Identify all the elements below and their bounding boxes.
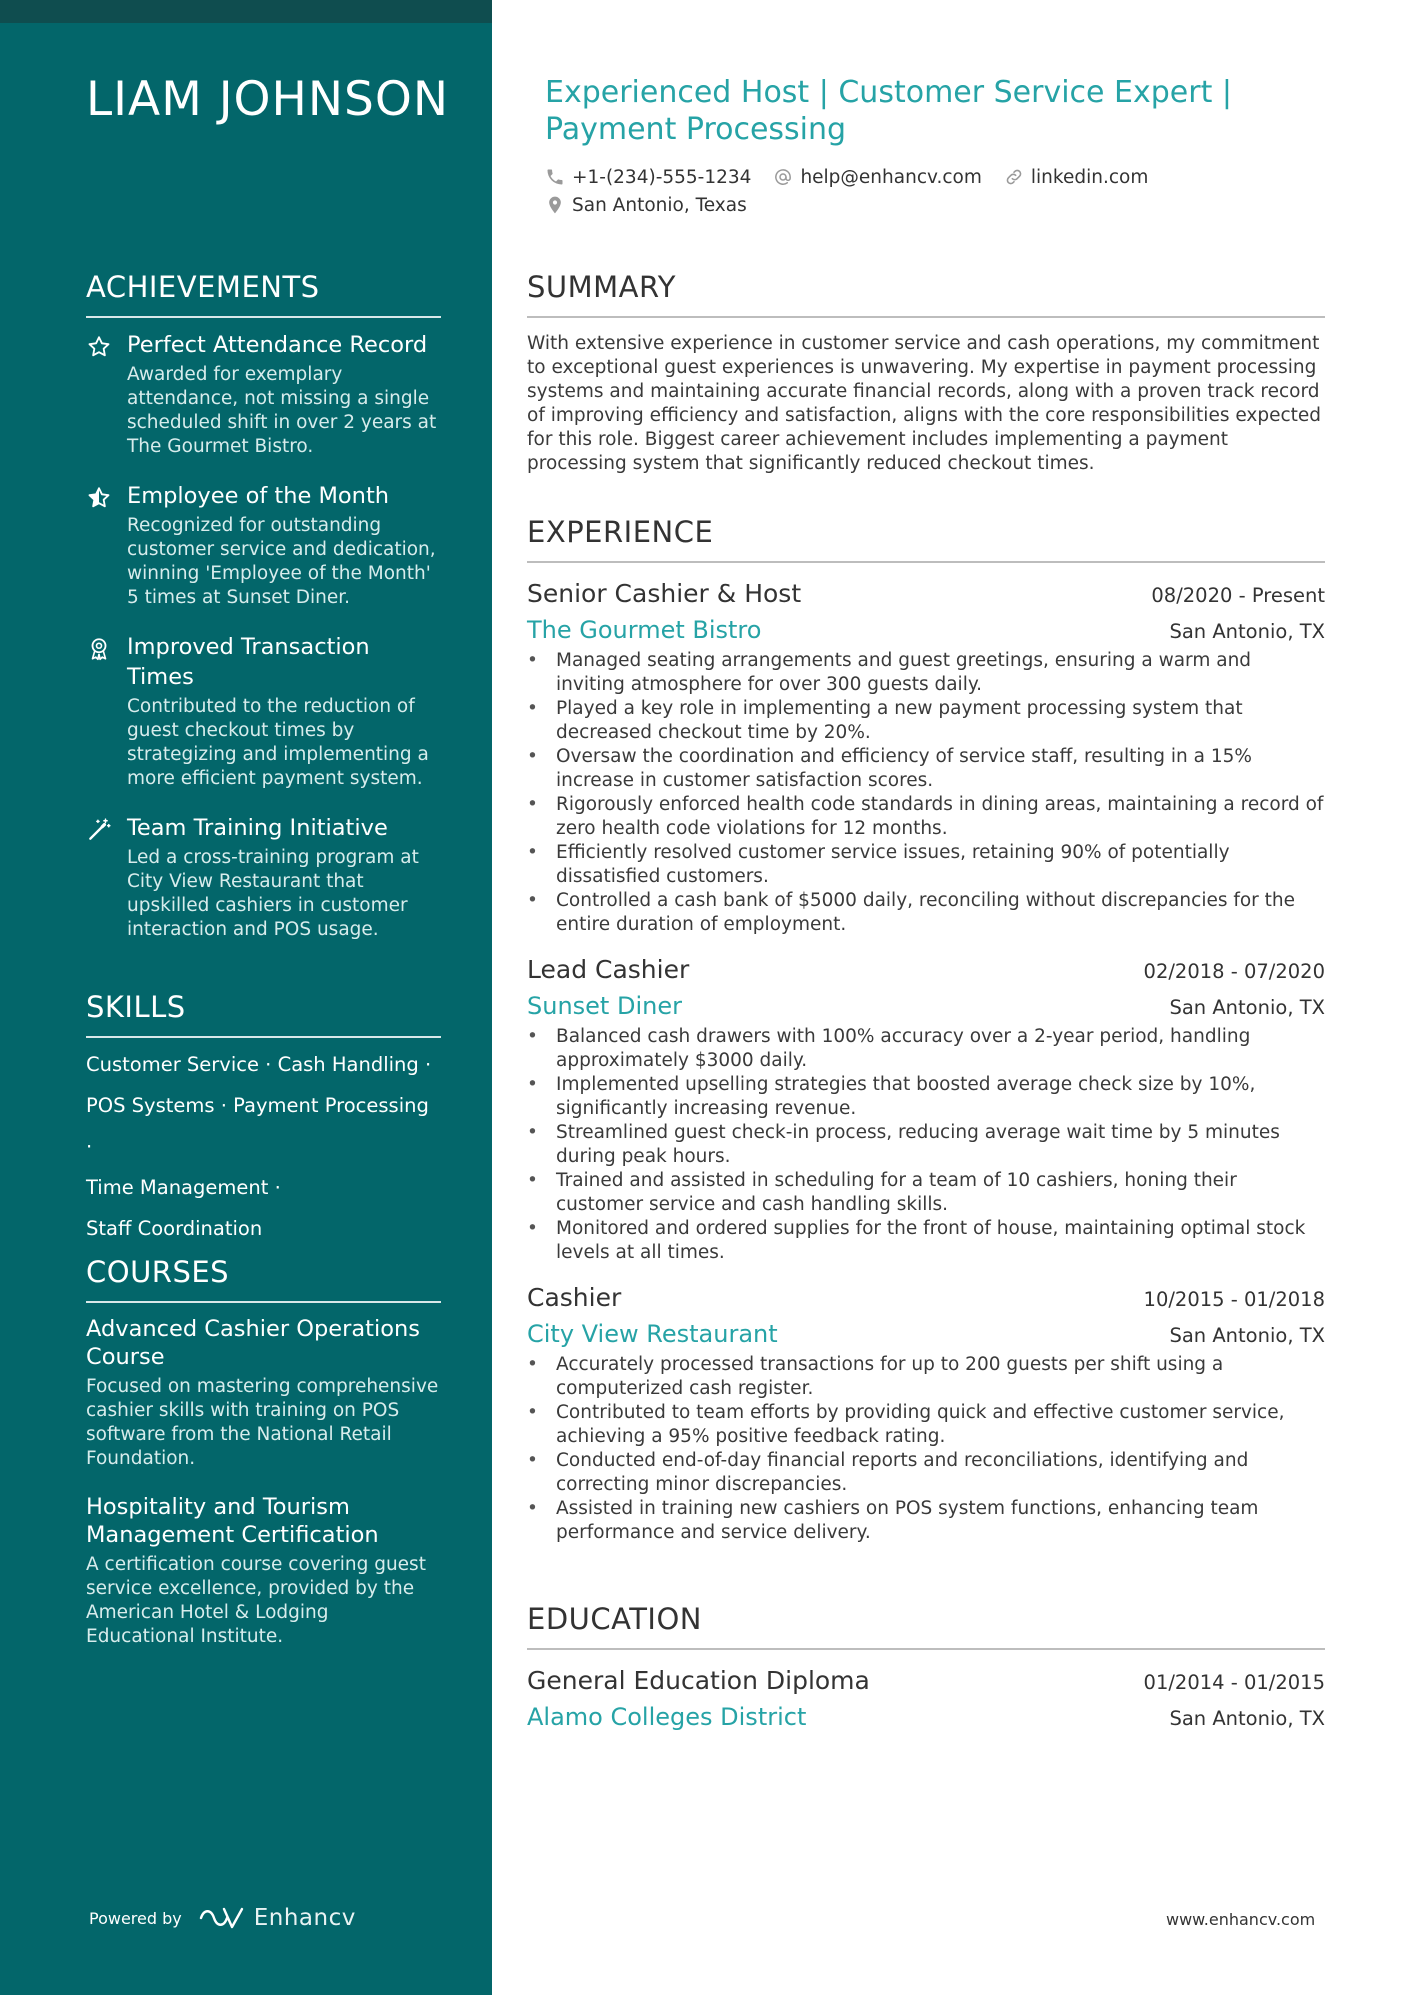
- phone-icon: [545, 167, 565, 187]
- enhancv-logo[interactable]: [198, 1905, 356, 1931]
- achievement-desc: Awarded for exemplary attendance, not missing a single scheduled shift in over 2 years at The Gourmet Bistro.: [127, 364, 437, 457]
- powered-by: [89, 1905, 356, 1931]
- at-sign-icon: [773, 167, 793, 187]
- education-degree: General Education Diploma: [527, 1666, 870, 1695]
- location-pin-icon: [545, 195, 565, 215]
- job-company: The Gourmet Bistro: [527, 616, 762, 644]
- contact-location: [545, 195, 747, 216]
- education-location: San Antonio, TX: [1169, 1707, 1325, 1730]
- education-entry: [527, 1664, 1325, 1736]
- award-ribbon-icon: [86, 636, 112, 662]
- summary-section: [527, 270, 1325, 476]
- job-bullet: • Managed seating arrangements and guest greetings, ensuring a warm and inviting atmosphere for over 300 guests daily.: [527, 649, 1325, 697]
- summary-text: With extensive experience in customer service and cash operations, my commitment to exceptional guest experiences is unwavering. My expertise in payment processing systems and maintaining accurate financial records, along with a proven track record of improving efficiency and satisfaction, aligns with the core responsibilities expected for this role. Biggest career achievement includes implementing a payment processing system that significantly reduced checkout times.: [527, 333, 1322, 474]
- course-desc: A certification course covering guest service excellence, provided by the American Hotel & Lodging Educational Institute.: [86, 1554, 426, 1647]
- job-bullets: [527, 1025, 1325, 1265]
- course-title: Advanced Cashier Operations Course: [86, 1316, 420, 1370]
- summary-heading: SUMMARY: [527, 270, 1325, 318]
- education-heading: EDUCATION: [527, 1602, 1325, 1650]
- job-company: City View Restaurant: [527, 1320, 778, 1348]
- sidebar-top-bar: [0, 0, 492, 23]
- magic-wand-icon: [86, 817, 112, 843]
- contact-info: [545, 163, 1305, 219]
- powered-by-label: Powered by: [89, 1908, 182, 1928]
- job-entry: [527, 953, 1325, 1265]
- achievement-item: [86, 330, 441, 459]
- phone-text: +1-(234)-555-1234: [572, 166, 752, 188]
- achievement-desc: Contributed to the reduction of guest checkout times by strategizing and implementing a more efficient payment system.: [127, 696, 429, 789]
- skills-row: Customer Service · Cash Handling ·: [86, 1053, 432, 1076]
- job-bullet: • Monitored and ordered supplies for the front of house, maintaining optimal stock levels at all times.: [527, 1217, 1325, 1265]
- job-dates: 10/2015 - 01/2018: [1143, 1288, 1325, 1311]
- experience-section: [527, 515, 1325, 1561]
- job-bullet: • Efficiently resolved customer service issues, retaining 90% of potentially dissatisfied customers.: [527, 841, 1325, 889]
- course-desc: Focused on mastering comprehensive cashier skills with training on POS software from the National Retail Foundation.: [86, 1376, 439, 1469]
- achievement-item: [86, 481, 441, 610]
- job-location: San Antonio, TX: [1169, 996, 1325, 1019]
- enhancv-logo-text: Enhancv: [253, 1905, 356, 1931]
- job-bullet: • Assisted in training new cashiers on POS system functions, enhancing team performance and service delivery.: [527, 1497, 1325, 1545]
- job-bullets: [527, 649, 1325, 937]
- job-bullet: • Played a key role in implementing a new payment processing system that decreased checkout time by 20%.: [527, 697, 1325, 745]
- skills-row: Time Management ·: [86, 1176, 281, 1199]
- sidebar: [0, 0, 492, 1995]
- job-dates: 08/2020 - Present: [1151, 584, 1325, 607]
- achievement-item: [86, 813, 441, 942]
- skills-heading: SKILLS: [86, 990, 441, 1038]
- courses-section: [86, 1255, 441, 1671]
- job-title: Lead Cashier: [527, 955, 690, 984]
- skills-row: POS Systems · Payment Processing ·: [86, 1094, 429, 1158]
- job-bullets: [527, 1353, 1325, 1545]
- achievement-title: Team Training Initiative: [127, 815, 388, 841]
- job-bullet: • Conducted end-of-day financial reports and reconciliations, identifying and correcting minor discrepancies.: [527, 1449, 1325, 1497]
- linkedin-text: linkedin.com: [1030, 166, 1149, 188]
- contact-phone[interactable]: [545, 167, 751, 188]
- achievement-title: Employee of the Month: [127, 483, 390, 509]
- achievement-title: Perfect Attendance Record: [127, 332, 428, 358]
- job-entry: [527, 1281, 1325, 1545]
- job-bullet: • Rigorously enforced health code standards in dining areas, maintaining a record of zero health code violations for 12 months.: [527, 793, 1325, 841]
- job-title: Cashier: [527, 1283, 622, 1312]
- job-dates: 02/2018 - 07/2020: [1143, 960, 1325, 983]
- star-half-icon: [86, 485, 112, 511]
- job-bullet: • Controlled a cash bank of $5000 daily, reconciling without discrepancies for the entire duration of employment.: [527, 889, 1325, 937]
- job-entry: [527, 577, 1325, 937]
- footer-url[interactable]: www.enhancv.com: [1166, 1910, 1316, 1929]
- headline: Experienced Host | Customer Service Expert | Payment Processing: [545, 75, 1232, 147]
- course-item: [86, 1493, 441, 1649]
- job-company: Sunset Diner: [527, 992, 682, 1020]
- education-dates: 01/2014 - 01/2015: [1143, 1671, 1325, 1694]
- achievements-heading: ACHIEVEMENTS: [86, 270, 441, 318]
- achievement-title: Improved Transaction Times: [127, 634, 370, 690]
- link-icon: [1004, 167, 1024, 187]
- achievement-item: [86, 632, 441, 791]
- location-text: San Antonio, Texas: [572, 194, 747, 216]
- job-bullet: • Trained and assisted in scheduling for a team of 10 cashiers, honing their customer service and cash handling skills.: [527, 1169, 1325, 1217]
- enhancv-logo-icon: [198, 1905, 246, 1931]
- job-location: San Antonio, TX: [1169, 1324, 1325, 1347]
- education-school: Alamo Colleges District: [527, 1703, 807, 1731]
- skills-section: [86, 990, 441, 1249]
- job-bullet: • Streamlined guest check-in process, reducing average wait time by 5 minutes during peak hours.: [527, 1121, 1325, 1169]
- achievement-desc: Led a cross-training program at City View Restaurant that upskilled cashiers in customer interaction and POS usage.: [127, 847, 419, 940]
- achievements-section: [86, 270, 441, 964]
- experience-heading: EXPERIENCE: [527, 515, 1325, 563]
- education-section: [527, 1602, 1325, 1752]
- job-bullet: • Balanced cash drawers with 100% accuracy over a 2-year period, handling approximately $3000 daily.: [527, 1025, 1325, 1073]
- star-outline-icon: [86, 334, 112, 360]
- job-bullet: • Implemented upselling strategies that boosted average check size by 10%, significantly increasing revenue.: [527, 1073, 1325, 1121]
- job-bullet: • Oversaw the coordination and efficiency of service staff, resulting in a 15% increase in customer satisfaction scores.: [527, 745, 1325, 793]
- course-item: [86, 1315, 441, 1471]
- contact-linkedin[interactable]: [1004, 167, 1148, 188]
- job-title: Senior Cashier & Host: [527, 579, 802, 608]
- contact-email[interactable]: [773, 167, 981, 188]
- job-bullet: • Accurately processed transactions for up to 200 guests per shift using a computerized cash register.: [527, 1353, 1325, 1401]
- courses-heading: COURSES: [86, 1255, 441, 1303]
- achievement-desc: Recognized for outstanding customer service and dedication, winning 'Employee of the Month' 5 times at Sunset Diner.: [127, 515, 436, 608]
- course-title: Hospitality and Tourism Management Certification: [86, 1494, 379, 1548]
- job-bullet: • Contributed to team efforts by providing quick and effective customer service, achieving a 95% positive feedback rating.: [527, 1401, 1325, 1449]
- candidate-name: LIAM JOHNSON: [86, 72, 450, 127]
- email-text: help@enhancv.com: [800, 166, 982, 188]
- skills-row: Staff Coordination: [86, 1217, 263, 1240]
- job-location: San Antonio, TX: [1169, 620, 1325, 643]
